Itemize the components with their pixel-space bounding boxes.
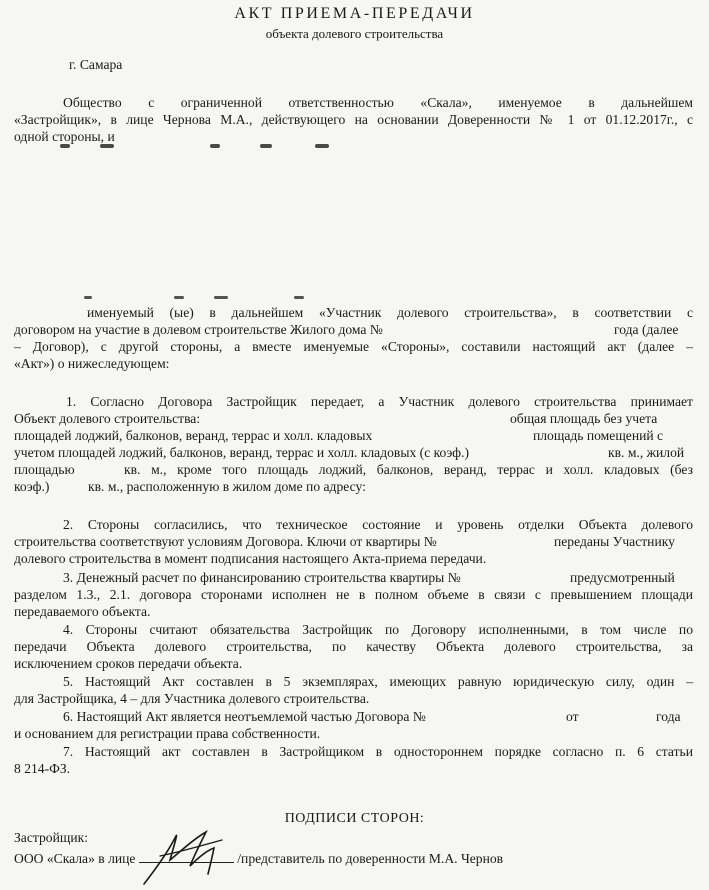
redacted-line-top <box>60 144 360 150</box>
intro-line-2: «Застройщик», в лице Чернова М.А., действующего на основании Доверенности № 1 от 01.12.2017г., с <box>14 112 693 127</box>
handwritten-signature <box>140 826 260 888</box>
clause-1-line-2b: общая площадь без учета <box>510 411 658 426</box>
clause-3-line-1a: 3. Денежный расчет по финансированию строительства квартиры № <box>63 570 461 585</box>
party-line-3: – Договор), с другой стороны, а вместе именуемые «Стороны», составили настоящий акт (далее – <box>14 339 693 354</box>
signatures-heading: ПОДПИСИ СТОРОН: <box>284 811 425 826</box>
clause-1-line-4a: учетом площадей лоджий, балконов, веранд, террас и холл. кладовых (с коэф.) <box>14 445 470 460</box>
clause-2-line-1: 2. Стороны согласились, что техническое состояние и уровень отделки Объекта долевого <box>63 517 693 532</box>
clause-3-line-2: разделом 1.3., 2.1. договора сторонами исполнен не в полном объеме в связи с превышением площади <box>14 587 693 602</box>
clause-1-line-5b: кв. м., кроме того площадь лоджий, балконов, веранд, террас и холл. кладовых (без <box>124 462 693 477</box>
clause-6-line-1b: от <box>566 709 579 724</box>
clause-4-line-1: 4. Стороны считают обязательства Застройщик по Договору исполненными, в том числе по <box>63 622 693 637</box>
clause-1-line-6a: коэф.) <box>14 479 50 494</box>
clause-1-line-1: 1. Согласно Договора Застройщик передает, а Участник долевого строительства принимает <box>66 394 693 409</box>
clause-7-line-2: 8 214-ФЗ. <box>14 761 71 776</box>
clause-6-line-2: и основанием для регистрации права собственности. <box>14 726 321 741</box>
clause-2-line-2a: строительства соответствуют условиям Договора. Ключи от квартиры № <box>14 534 437 549</box>
clause-1-line-4b: кв. м., жилой <box>608 445 685 460</box>
clause-7-line-1: 7. Настоящий акт составлен в Застройщиком в одностороннем порядке согласно п. 6 статьи <box>63 744 693 759</box>
clause-1-line-3a: площадей лоджий, балконов, веранд, террас и холл. кладовых <box>14 428 373 443</box>
redacted-line-bottom <box>84 296 314 301</box>
document-subtitle: объекта долевого строительства <box>265 26 444 41</box>
intro-line-3: одной стороны, и <box>14 129 115 144</box>
developer-label: Застройщик: <box>14 830 88 845</box>
intro-line-1: Общество с ограниченной ответственностью «Скала», именуемое в дальнейшем <box>63 95 693 110</box>
document-title: АКТ ПРИЕМА-ПЕРЕДАЧИ <box>234 5 475 22</box>
clause-2-line-2b: переданы Участнику <box>554 534 675 549</box>
clause-1-line-2a: Объект долевого строительства: <box>14 411 201 426</box>
clause-3-line-3: передаваемого объекта. <box>14 604 151 619</box>
clause-1-line-3b: площадь помещений с <box>533 428 664 443</box>
clause-2-line-3: долевого строительства в момент подписания настоящего Акта-приема передачи. <box>14 551 487 566</box>
party-line-1: именуемый (ые) в дальнейшем «Участник долевого строительства», в соответствии с <box>87 305 693 320</box>
party-line-4: «Акт») о нижеследующем: <box>14 356 170 371</box>
party-line-2b: года (далее <box>614 322 679 337</box>
clause-4-line-2: передачи Объекта долевого строительства, по качеству Объекта долевого строительства, за <box>14 639 693 654</box>
clause-6-line-1a: 6. Настоящий Акт является неотъемлемой частью Договора № <box>63 709 426 724</box>
clause-5-line-2: для Застройщика, 4 – для Участника долевого строительства. <box>14 691 370 706</box>
representative-text: /представитель по доверенности М.А. Чернов <box>237 851 504 866</box>
clause-6-line-1c: года <box>656 709 681 724</box>
city: г. Самара <box>69 57 123 72</box>
clause-4-line-3: исключением сроков передачи объекта. <box>14 656 243 671</box>
clause-1-line-5a: площадью <box>14 462 75 477</box>
clause-5-line-1: 5. Настоящий Акт составлен в 5 экземплярах, имеющих равную юридическую силу, один – <box>63 674 693 689</box>
party-line-2a: договором на участие в долевом строительстве Жилого дома № <box>14 322 383 337</box>
developer-name: ООО «Скала» в лице <box>14 851 136 866</box>
clause-3-line-1b: предусмотренный <box>570 570 675 585</box>
clause-1-line-6b: кв. м., расположенную в жилом доме по адресу: <box>88 479 366 494</box>
